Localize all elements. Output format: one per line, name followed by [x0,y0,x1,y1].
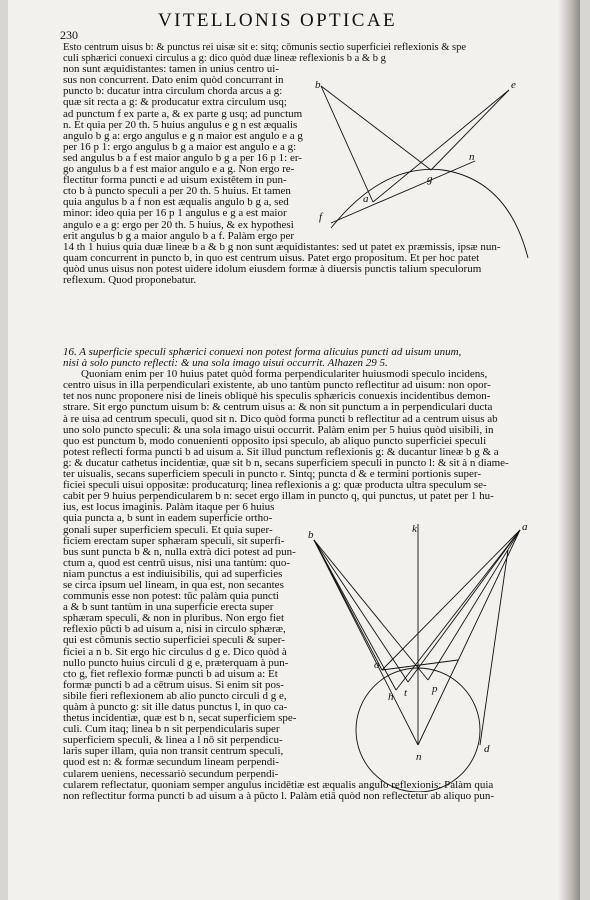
label-a: a [363,193,369,205]
label-b: b [308,529,314,541]
text-line: per 16 p 1: ergo angulus b g a maior est angulo e a g: [63,140,297,153]
label-n: n [416,751,422,763]
line-b-a [321,86,373,202]
label-t: t [404,687,408,699]
text-line: uno solo puncto speculi: & una sola imago uisui occurrit. Palàm enim per 5 huius quòd uisibili, in [63,423,494,436]
text-line: tet nos nunc proponere nisi de lineis obliquè his speculis sphæricis conuexis incidentibus demon- [63,390,491,403]
text-line: ad punctum f ex parte a, & ex parte g usq; ad punctum [63,107,303,120]
text-line: se circa ipsum uel lineam, in qua est, non secantes [63,578,284,591]
line-o-a-ext [382,660,458,670]
text-line: culi. Cum itaq; linea b n sit perpendicularis super [63,723,280,736]
text-line: quia angulus b a f non est æqualis angulo b g a, sed [63,196,289,209]
text-line: Quoniam enim per 10 huius patet quòd forma perpendiculariter huiusmodi speculo incidens, [81,368,488,381]
text-line: n. Et quia per 20 th. 5 huius angulus e g n est æqualis [63,118,298,131]
text-line: bus sunt puncta b & n, nulla extrà dici potest ad pun- [63,545,296,558]
text-line: a & b sunt tantùm in una superficie erecta super [63,601,274,614]
text-line: potest reflecti forma puncti b ad uisum a. Sit illud punctum reflexionis g: & ducantur lineæ b g & a [63,445,499,458]
text-line: ficiei speculi uisui oppositæ: producaturq; linea reflexionis a g: quæ producta ultra speculum se- [63,479,487,492]
line-b-p [314,540,428,680]
figure-reflection-convex-arc [313,78,543,260]
text-line: quam concurrent in puncto b, in quo est centrum uisus. Patet ergo propositum. Et per hoc patet [63,251,480,264]
section-15-narrow-column [63,42,467,242]
text-line: g: & ducatur cathetus incidentiæ, quæ sit b n, secans superficiem speculi in puncto l: & sit à n diame- [63,456,509,469]
text-line: angulo e a g: ergo per 20 th. 5 huius, & ex hypothesi [63,218,294,231]
text-line: go angulus b a f est maior angulo e a g. Non ergo re- [63,163,295,176]
text-line: à re uisa ad centrum speculi, quod sit n. Dico quòd forma puncti b reflectitur ad a centrum uisus ab [63,412,498,425]
label-e: e [511,79,516,91]
text-line: erit angulus b g a maior angulo b a f. Palàm ergo per [63,229,295,242]
label-k: k [412,523,417,535]
text-line: centro uisus in illa perpendiculari existente, ab uno tantùm puncto reflectitur ad uisum: non opor- [63,379,491,392]
line-a-t [408,530,520,682]
text-line: cularem ueniens, necessariò secundum perpendi- [63,767,279,780]
text-line: angulo b g a: ergo angulus e g n maior est angulo e a g [63,129,303,142]
chord-f-n [331,161,475,223]
label-o: o [374,659,380,671]
book-page [8,0,580,900]
line-b-h [314,540,396,690]
text-line: sus non concurrent. Dato enim quòd concurrant in [63,74,284,87]
page-number: 230 [60,28,78,42]
text-line: flectitur forma puncti e ad uisum existētem in pun- [63,174,287,187]
label-h: h [388,691,394,703]
page-gutter-shadow [558,0,580,900]
figure-reflection-sphere [308,520,540,792]
text-line: superficiem speculi, & linea a l nō sit perpendicu- [63,734,283,747]
text-line: quia puncta a, b sunt in eadem superficie ortho- [63,512,273,525]
text-line: quod est n: & formæ secundum lineam perpendi- [63,756,279,769]
text-line: 14 th 1 huius quia duæ lineæ b a & b g non sunt æquidistantes: sed ut patet ex præmissis, ipsæ nun- [63,240,501,253]
text-line: Esto centrum uisus b: & punctus rei uisæ sit e: sitq; cōmunis sectio superficiei reflexionis & spe [63,42,467,53]
line-a-p [428,530,520,680]
text-line: puncto b: ducatur intra circulum chorda arcus a g: [63,85,283,98]
label-a: a [522,521,528,533]
text-line: non sunt æquidistantes: tamen in unius centro ui- [63,63,280,76]
text-line: sphæram speculi, & non in pluribus. Non ergo fiet [63,612,284,625]
figure-1-svg [313,78,543,260]
text-line: quo est punctum b, modo conuenienti opposito ipsi speculo, ab aliquo puncto superficiei speculi [63,434,487,447]
text-line: culi sphærici conuexi circulus a g: dico quòd duæ lineæ reflexionis b a & b g [63,53,386,65]
text-line: reflexum. Quod proponebatur. [63,273,197,286]
proposition-16-line: 16. A superficie speculi sphærici conuexi non potest forma alicuius puncti ad uisum unum, [63,346,462,358]
text-line: non reflectitur forma puncti b ad uisum a à pūcto l. Palàm etiā quòd non reflectetur ab aliquo pun- [63,789,495,802]
label-f: f [319,211,323,223]
text-line: thetus incidentiæ, quæ est b n, secat superficiem spe- [63,712,297,725]
text-line: cabit per 9 huius perpendicularem b n: secet ergo illam in puncto q, qui punctus, ut patet per 1 hu- [63,490,494,503]
text-line: reflexio pūcti b ad uisum a, nisi in circulo sphæræ, [63,623,286,636]
text-line: gonali super superficiem speculi. Et quia super- [63,523,273,536]
text-line: cularem reflectatur, quoniam semper angulus incidētiæ est æqualis angulo reflexionis: Palàm quia [63,778,494,791]
line-b-g [321,86,431,170]
running-title: VITELLONIS OPTICAE [158,10,397,31]
text-line: qui est cōmunis sectio superficiei speculi & super- [63,634,285,647]
text-line: sibile fieri reflexionem ab alio puncto circuli d g e, [63,689,287,702]
text-line: formæ puncti b ad a cētrum uisus. Si enim sit pos- [63,678,284,691]
line-b-t [314,540,408,682]
text-line: quæ sit recta a g: & producatur extra circulum usq; [63,96,287,109]
line-e-a [373,90,509,202]
proposition-16-line: nisi à solo puncto reflecti: & una sola imago uisui occurrit. Alhazen 29 5. [63,357,388,370]
text-line: ficiem erectam super sphæram speculi, sit superfi- [63,534,285,547]
figure-2-svg [308,520,540,792]
text-line: cto b à puncto speculi a per 20 th. 5 huius. Et tamen [63,185,291,198]
text-line: laris super illam, quia non transit centrum speculi, [63,745,284,758]
text-line: quàm à puncto g: sit ille datus punctus l, in quo ca- [63,701,288,713]
text-line: nullo puncto huius circuli d g e, præterquam à pun- [63,656,289,669]
text-line: cto g, fiet reflexio formæ puncti b ad uisum a: Et [63,667,278,680]
section-16-narrow-column [63,502,311,779]
text-line: ter uisualis, secans superficiem speculi in puncto r. Sintq; puncta d & e termini portionis super- [63,468,481,481]
label-g: g [427,173,433,185]
text-line: ctum a, quod est centrū uisus, nisi una tantùm: quo- [63,556,290,569]
text-line: niam punctus a est indiuisibilis, qui ad superficies [63,567,283,580]
label-d: d [484,743,490,755]
text-line: minor: ideo quia per 16 p 1 angulus e g a est maior [63,207,287,220]
text-line: sed angulus b a f est maior angulo b g a per 16 p 1: er- [63,151,302,164]
page-header [8,4,580,30]
text-line: quòd unus uisus non potest uidere idolum eiusdem formæ à diuersis punctis talium speculorum [63,262,482,275]
line-a-n [418,530,520,745]
label-n: n [469,151,475,163]
text-line: ius, est locus imaginis. Palàm itaque per 6 huius [63,501,275,514]
text-line: communis esse non potest: tūc palàm quia puncti [63,590,279,603]
label-b: b [315,79,321,91]
text-line: strare. Sit ergo punctum uisum b: & centrum uisus a: & non sit punctum a in perpendiculari ducta [63,401,493,414]
text-line: ficiei a n b. Sit ergo hic circulus d g e. Dico quòd à [63,645,287,658]
label-p: p [432,683,438,695]
